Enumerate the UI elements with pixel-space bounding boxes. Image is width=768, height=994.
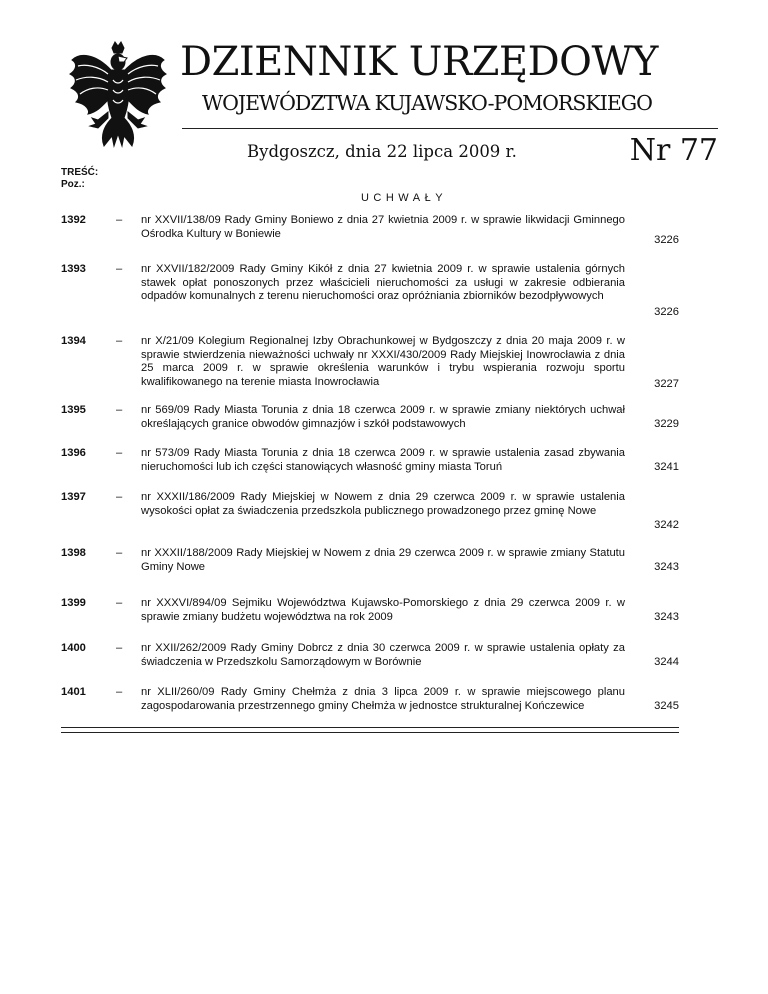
entry-dash: –: [116, 642, 123, 654]
polish-eagle-icon: [68, 40, 168, 152]
entry-page: 3227: [654, 378, 679, 390]
entry-page: 3226: [654, 234, 679, 246]
entry-position: 1395: [61, 404, 86, 416]
journal-subtitle: WOJEWÓDZTWA KUJAWSKO-POMORSKIEGO: [202, 91, 652, 115]
entry-title: nr XXVII/182/2009 Rady Gminy Kikół z dnia 27 kwietnia 2009 r. w sprawie ustalenia górnych stawek opłat ponoszonych przez właścicieli nieruchomości za usługi w zakresie odbierania odpadów komunalnych z terenu nieruchomości oraz opróżniania zbiorników bezodpływowych: [141, 263, 625, 302]
entry-position: 1392: [61, 214, 86, 226]
entry-title: nr XXXII/186/2009 Rady Miejskiej w Nowem z dnia 29 czerwca 2009 r. w sprawie ustalenia wysokości opłat za świadczenia przedszkola publicznego prowadzonego przez gminę Nowe: [141, 491, 625, 517]
entry-dash: –: [116, 263, 123, 275]
entry-position: 1399: [61, 597, 86, 609]
entry-dash: –: [116, 491, 123, 503]
entry-title: nr XXII/262/2009 Rady Gminy Dobrcz z dnia 30 czerwca 2009 r. w sprawie ustalenia opłaty za świadczenia w Przedszkolu Samorządowym w Borównie: [141, 642, 625, 668]
position-label: Poz.:: [61, 179, 85, 190]
entry-position: 1401: [61, 686, 86, 698]
contents-label-block: [61, 167, 98, 191]
entry-page: 3243: [654, 561, 679, 573]
entry-position: 1397: [61, 491, 86, 503]
entry-position: 1393: [61, 263, 86, 275]
header-divider: [182, 128, 718, 129]
entry-title: nr X/21/09 Kolegium Regionalnej Izby Obrachunkowej w Bydgoszczy z dnia 20 maja 2009 r. w sprawie stwierdzenia nieważności uchwały nr XXXI/430/2009 Rady Miejskiej Inowrocławia z dnia 25 marca 2009 r. w sprawie określenia warunków i trybu wspierania rozwoju sportu kwalifikowanego na terenie miasta Inowrocławia: [141, 335, 625, 388]
contents-bottom-divider: [61, 727, 679, 733]
journal-title: DZIENNIK URZĘDOWY: [180, 39, 658, 85]
entry-dash: –: [116, 404, 123, 416]
entry-position: 1398: [61, 547, 86, 559]
entry-page: 3242: [654, 519, 679, 531]
entry-dash: –: [116, 547, 123, 559]
entry-page: 3226: [654, 306, 679, 318]
place-date: Bydgoszcz, dnia 22 lipca 2009 r.: [247, 142, 517, 161]
entry-dash: –: [116, 597, 123, 609]
entry-position: 1400: [61, 642, 86, 654]
entry-title: nr XXXII/188/2009 Rady Miejskiej w Nowem z dnia 29 czerwca 2009 r. w sprawie zmiany Statutu Gminy Nowe: [141, 547, 625, 573]
entry-title: nr XXVII/138/09 Rady Gminy Boniewo z dnia 27 kwietnia 2009 r. w sprawie likwidacji Gminnego Ośrodka Kultury w Boniewie: [141, 214, 625, 240]
issue-number: Nr 77: [629, 133, 718, 168]
entry-title: nr 569/09 Rady Miasta Torunia z dnia 18 czerwca 2009 r. w sprawie zmiany niektórych uchwał określających granice obwodów gimnazjów i szkół podstawowych: [141, 404, 625, 430]
entry-position: 1394: [61, 335, 86, 347]
entry-dash: –: [116, 686, 123, 698]
entry-page: 3244: [654, 656, 679, 668]
entry-dash: –: [116, 447, 123, 459]
section-title: UCHWAŁY: [360, 192, 448, 204]
entry-dash: –: [116, 335, 123, 347]
entry-title: nr 573/09 Rady Miasta Torunia z dnia 18 czerwca 2009 r. w sprawie ustalenia zasad zbywania nieruchomości lub ich części stanowiących własność gminy miasta Toruń: [141, 447, 625, 473]
entry-page: 3245: [654, 700, 679, 712]
entry-dash: –: [116, 214, 123, 226]
entry-position: 1396: [61, 447, 86, 459]
entry-page: 3243: [654, 611, 679, 623]
contents-label: TREŚĆ:: [61, 167, 99, 178]
entry-page: 3229: [654, 418, 679, 430]
entry-title: nr XLII/260/09 Rady Gminy Chełmża z dnia 3 lipca 2009 r. w sprawie miejscowego planu zagospodarowania przestrzennego gminy Chełmża w jednostce strukturalnej Kończewice: [141, 686, 625, 712]
entry-title: nr XXXVI/894/09 Sejmiku Województwa Kujawsko-Pomorskiego z dnia 29 czerwca 2009 r. w sprawie zmiany budżetu województwa na rok 2009: [141, 597, 625, 623]
entry-page: 3241: [654, 461, 679, 473]
